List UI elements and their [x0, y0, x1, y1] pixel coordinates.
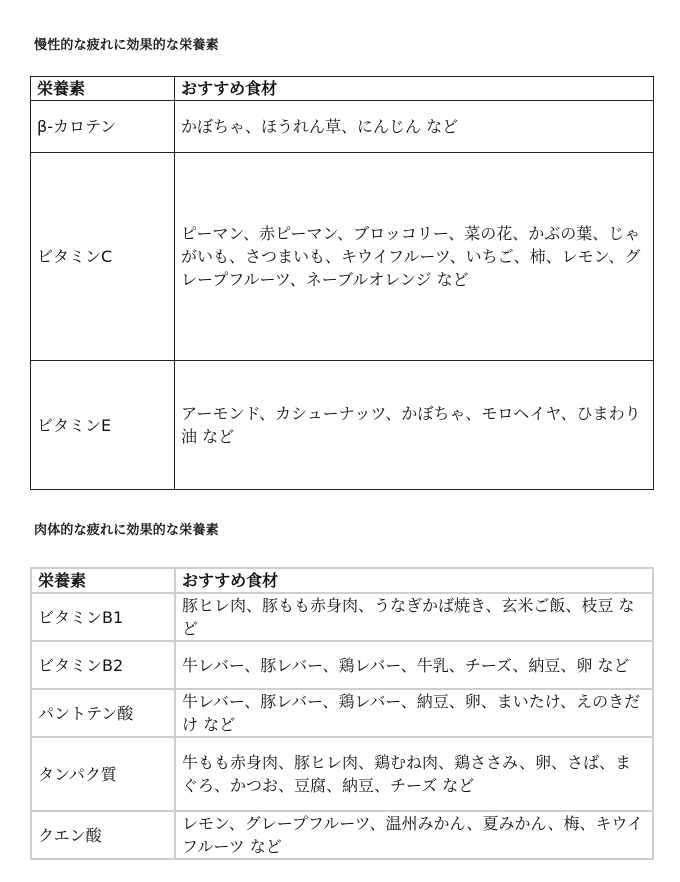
header-foods: おすすめ食材	[175, 77, 654, 101]
foods-cell: 豚ヒレ肉、豚もも赤身肉、うなぎかば焼き、玄米ご飯、枝豆 など	[175, 593, 653, 641]
table-row	[31, 737, 653, 811]
table-header-row	[31, 568, 653, 593]
foods-cell: 牛レバー、豚レバー、鶏レバー、牛乳、チーズ、納豆、卵 など	[175, 641, 653, 689]
table-row	[31, 811, 653, 859]
foods-cell: レモン、グレープフルーツ、温州みかん、夏みかん、梅、キウイフルーツ など	[175, 811, 653, 859]
physical-fatigue-title: 肉体的な疲れに効果的な栄養素	[34, 523, 219, 538]
foods-cell: ピーマン、赤ピーマン、ブロッコリー、菜の花、かぶの葉、じゃがいも、さつまいも、キウイフルーツ、いちご、柿、レモン、グレープフルーツ、ネーブルオレンジ など	[175, 153, 654, 361]
table-row	[31, 101, 654, 153]
nutrient-cell: パントテン酸	[31, 689, 175, 737]
header-foods: おすすめ食材	[175, 568, 653, 593]
nutrient-cell: タンパク質	[31, 737, 175, 811]
chronic-nutrient-table	[30, 76, 654, 490]
foods-cell: アーモンド、カシューナッツ、かぼちゃ、モロヘイヤ、ひまわり油 など	[175, 361, 654, 490]
nutrient-cell: ビタミンB2	[31, 641, 175, 689]
foods-cell: 牛レバー、豚レバー、鶏レバー、納豆、卵、まいたけ、えのきだけ など	[175, 689, 653, 737]
header-nutrient: 栄養素	[31, 568, 175, 593]
table-row	[31, 689, 653, 737]
nutrient-cell: β-カロテン	[31, 101, 175, 153]
nutrient-cell: ビタミンE	[31, 361, 175, 490]
table-row	[31, 361, 654, 490]
table-row	[31, 641, 653, 689]
foods-cell: 牛もも赤身肉、豚ヒレ肉、鶏むね肉、鶏ささみ、卵、さば、まぐろ、かつお、豆腐、納豆、チーズ など	[175, 737, 653, 811]
table-row	[31, 153, 654, 361]
nutrient-cell: ビタミンB1	[31, 593, 175, 641]
physical-nutrient-table	[30, 567, 654, 860]
nutrient-cell: ビタミンC	[31, 153, 175, 361]
table-header-row	[31, 77, 654, 101]
foods-cell: かぼちゃ、ほうれん草、にんじん など	[175, 101, 654, 153]
table-row	[31, 593, 653, 641]
chronic-fatigue-title: 慢性的な疲れに効果的な栄養素	[34, 38, 219, 53]
header-nutrient: 栄養素	[31, 77, 175, 101]
nutrient-cell: クエン酸	[31, 811, 175, 859]
